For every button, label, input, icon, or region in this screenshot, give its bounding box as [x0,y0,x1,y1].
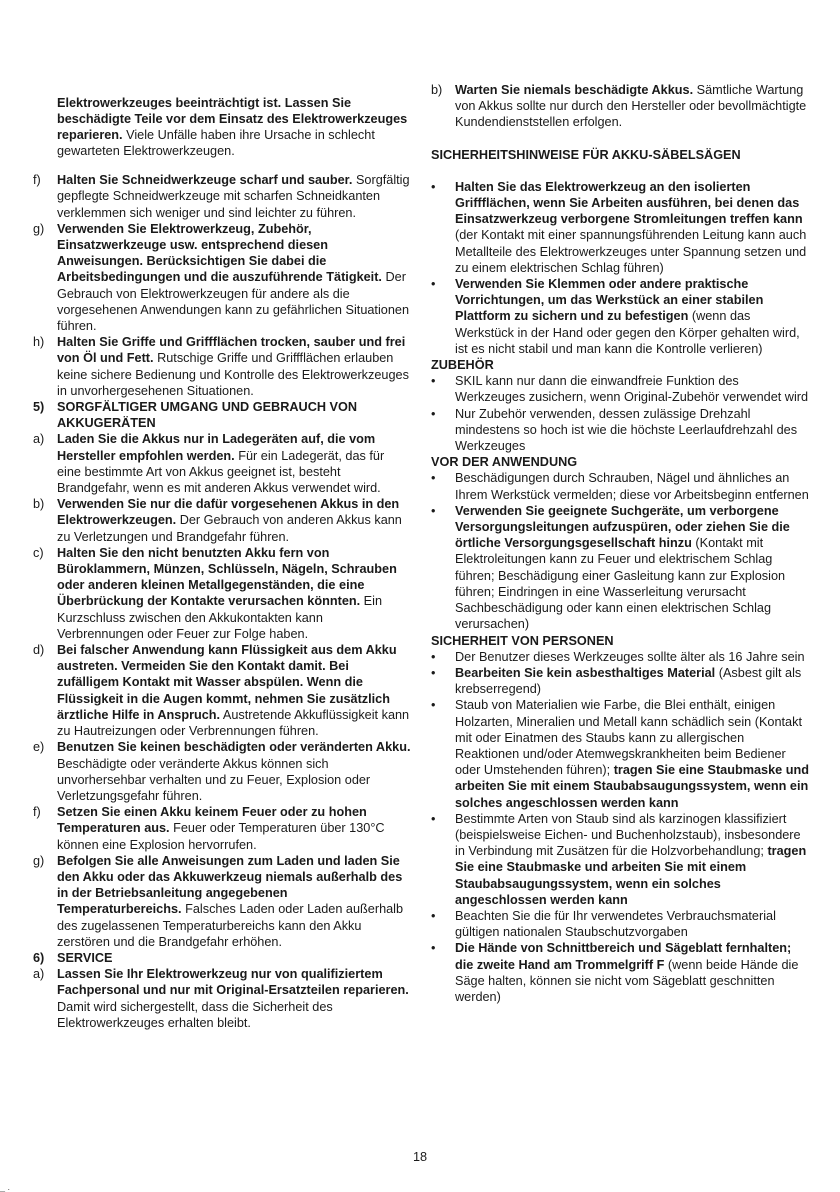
section-5-heading: 5) SORGFÄLTIGER UMGANG UND GEBRAUCH VON AKKUGERÄTEN [33,400,358,431]
rule-5g: g) Befolgen Sie alle Anweisungen zum Laden und laden Sie den Akku oder das Akkuwerkzeug niemals außerhalb des in der Betriebsanleitung angegebenen Temperaturbereichs. Falsches Laden oder Laden außerhalb des zugelassenen Temperaturbereichs kann den Akku zerstören und die Brandgefahr erhöhen. [33,853,404,949]
rule-h-grips: h) Halten Sie Griffe und Griffflächen trocken, sauber und frei von Öl und Fett. Rutschige Griffe und Griffflächen erlauben keine sichere Bedienung und Kontrolle des Elektrowerkzeuges in unvorhergesehenen Situationen. [33,335,409,398]
rule-5a: a) Laden Sie die Akkus nur in Ladegeräten auf, die vom Hersteller empfohlen werden. Für ein Ladegerät, das für eine bestimmte Art von Akkus geeignet ist, besteht Brandgefahr, wenn es mit anderen Akkus verwendet wird. [33,432,385,496]
heading-saw-safety: SICHERHEITSHINWEISE FÜR AKKU-SÄBELSÄGEN [431,147,741,162]
rule-5d: d) Bei falscher Anwendung kann Flüssigkeit aus dem Akku austreten. Vermeiden Sie den Kontakt damit. Bei zufälligem Kontakt mit Wasser abspülen. Wenn die Flüssigkeit in die Augen kommt, nehmen Sie zusätzlich ärztliche Hilfe in Anspruch. Austretende Akkuflüssigkeit kann zu Hautreizungen oder Verbrennungen führen. [33,643,410,739]
personal-bullet-5: • Beachten Sie die für Ihr verwendetes Verbrauchsmaterial gültigen nationalen Staubschutzvorgaben [431,908,776,940]
rule-5f: f) Setzen Sie einen Akku keinem Feuer oder zu hohen Temperaturen aus. Feuer oder Temperaturen über 130°C können eine Explosion hervorrufen. [33,805,385,852]
rule-5b: b) Verwenden Sie nur die dafür vorgesehenen Akkus in den Elektrowerkzeugen. Der Gebrauch von anderen Akkus kann zu Verletzungen und Brandgefahr führen. [33,497,402,544]
right-column [431,82,809,1005]
personal-bullet-6: • Die Hände von Schnittbereich und Sägeblatt fernhalten; die zweite Hand am Trommelgriff F (wenn beide Hände die Säge halten, können sie nicht vom Sägeblatt geschnitten werden) [431,941,799,1004]
personal-bullet-1: • Der Benutzer dieses Werkzeuges sollte älter als 16 Jahre sein [431,649,805,664]
heading-accessories: ZUBEHÖR [431,358,494,373]
before-use-bullet-2: • Verwenden Sie geeignete Suchgeräte, um verborgene Versorgungsleitungen aufzuspüren, oder ziehen Sie die örtliche Versorgungsgesellschaft hinzu (Kontakt mit Elektroleitungen kann zu Feuer und elektrischem Schlag führen; Beschädigung einer Gasleitung kann zur Explosion führen; Eindringen in eine Wasserleitung verursacht Sachbeschädigung oder kann einen elektrischen Schlag verursachen) [431,503,790,632]
saw-bullet-1: • Halten Sie das Elektrowerkzeug an den isolierten Griffflächen, wenn Sie Arbeiten ausführen, bei denen das Einsatzwerkzeug verborgene Stromleitungen treffen kann (der Kontakt mit einer spannungsführenden Leitung kann auch Metallteile des Elektrowerkzeuges unter Spannung setzen und zu einem elektrischen Schlag führen) [431,179,807,275]
section-6-heading: 6) SERVICE [33,950,113,965]
heading-before-use: VOR DER ANWENDUNG [431,455,578,470]
before-use-bullet-1: • Beschädigungen durch Schrauben, Nägel und ähnliches an Ihrem Werkstück vermelden; diese vor Arbeitsbeginn entfernen [431,471,809,502]
left-column [33,82,411,1031]
corner-mark: _ . [0,1182,11,1192]
personal-bullet-2: • Bearbeiten Sie kein asbesthaltiges Material (Asbest gilt als krebserregend) [431,665,802,697]
rule-5e: e) Benutzen Sie keinen beschädigten oder veränderten Akku. Beschädigte oder veränderte Akkus können sich unvorhersehbar verhalten und zu Feuer, Explosion oder Verletzungsgefahr führen. [33,740,411,803]
continued-paragraph: Elektrowerkzeuges beeinträchtigt ist. Lassen Sie beschädigte Teile vor dem Einsatz des Elektrowerkzeuges reparieren. Viele Unfälle haben ihre Ursache in schlecht gewarteten Elektrowerkzeugen. [57,95,408,159]
accessories-bullet-2: • Nur Zubehör verwenden, dessen zulässige Drehzahl mindestens so hoch ist wie die höchste Leerlaufdrehzahl des Werkzeuges [431,406,798,454]
saw-bullet-2: • Verwenden Sie Klemmen oder andere praktische Vorrichtungen, um das Werkstück an einer stabilen Plattform zu sichern und zu befestigen (wenn das Werkstück in der Hand oder gegen den Körper gehalten wird, ist es nicht stabil und man kann die Kontrolle verlieren) [431,277,800,356]
rule-5c: c) Halten Sie den nicht benutzten Akku fern von Büroklammern, Münzen, Schlüsseln, Nägeln, Schrauben oder anderen kleinen Metallgegenständen, die eine Überbrückung der Kontakte verursachen könnten. Ein Kurzschluss zwischen den Akkukontakten kann Verbrennungen oder Feuer zur Folge haben. [33,545,397,641]
heading-personal-safety: SICHERHEIT VON PERSONEN [431,633,614,648]
accessories-bullet-1: • SKIL kann nur dann die einwandfreie Funktion des Werkzeuges zusichern, wenn Original-Zubehör verwendet wird [431,374,809,405]
page-number: 18 [412,1150,428,1164]
rule-g-use-accessories: g) Verwenden Sie Elektrowerkzeug, Zubehör, Einsatzwerkzeuge usw. entsprechend diesen Anweisungen. Berücksichtigen Sie dabei die Arbeitsbedingungen und die auszuführende Tätigkeit. Der Gebrauch von Elektrowerkzeugen für andere als die vorgesehenen Anwendungen kann zu gefährlichen Situationen führen. [33,221,409,334]
rule-6b: b) Warten Sie niemals beschädigte Akkus. Sämtliche Wartung von Akkus sollte nur durch den Hersteller oder bevollmächtigte Kundendienststellen erfolgen. [431,83,807,130]
rule-6a: a) Lassen Sie Ihr Elektrowerkzeug nur von qualifiziertem Fachpersonal und nur mit Original-Ersatzteilen reparieren. Damit wird sichergestellt, dass die Sicherheit des Elektrowerkzeuges erhalten bleibt. [33,967,409,1030]
spacer [431,163,809,179]
rule-f-cutting-tools: f) Halten Sie Schneidwerkzeuge scharf und sauber. Sorgfältig gepflegte Schneidwerkzeuge mit scharfen Schneidkanten verklemmen sich weniger und sind leichter zu führen. [33,173,410,220]
personal-bullet-3: • Staub von Materialien wie Farbe, die Blei enthält, einigen Holzarten, Mineralien und Metall kann schädlich sein (Kontakt mit oder Einatmen des Staubs kann zu allergischen Reaktionen und/oder Atemwegskrankheiten beim Bediener oder Umstehenden führen); tragen Sie eine Staubmaske und arbeiten Sie mit einem Staubabsaugungssystem, wenn ein solches angeschlossen werden kann [431,698,810,810]
spacer [431,131,809,147]
personal-bullet-4: • Bestimmte Arten von Staub sind als karzinogen klassifiziert (beispielsweise Eichen- und Buchenholzstaub), insbesondere in Verbindung mit Zusätzen für die Holzvorbehandlung; tragen Sie eine Staubmaske und arbeiten Sie mit einem Staubabsaugungssystem, wenn ein solches angeschlossen werden kann [431,811,807,907]
